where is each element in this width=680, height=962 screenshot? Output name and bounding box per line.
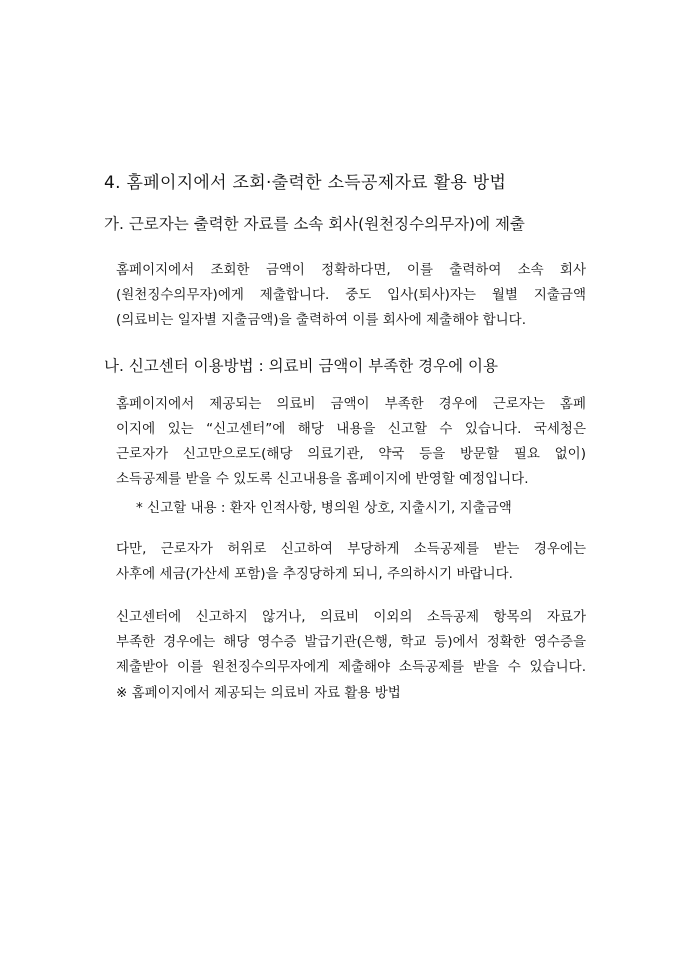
report-items-note: * 신고할 내용 : 환자 인적사항, 병의원 상호, 지출시기, 지출금액	[136, 500, 512, 516]
paragraph-line: 홈페이지에서 조회한 금액이 정확하다면, 이를 출력하여 소속 회사	[116, 262, 586, 278]
paragraph-line: 소득공제를 받을 수 있도록 신고내용을 홈페이지에 반영할 예정입니다.	[116, 471, 529, 487]
paragraph-line: 다만, 근로자가 허위로 신고하여 부당하게 소득공제를 받는 경우에는	[116, 541, 586, 557]
paragraph-line: 이지에 있는 “신고센터”에 해당 내용을 신고할 수 있습니다. 국세청은	[116, 421, 586, 437]
reference-note: ※ 홈페이지에서 제공되는 의료비 자료 활용 방법	[116, 685, 401, 701]
subsection-b-paragraph-2	[116, 537, 586, 587]
subsection-b-paragraph-1	[116, 392, 586, 492]
subsection-b-heading: 나. 신고센터 이용방법 : 의료비 금액이 부족한 경우에 이용	[104, 357, 498, 375]
subsection-b-paragraph-3	[116, 605, 586, 680]
paragraph-line: (원천징수의무자)에게 제출합니다. 중도 입사(퇴사)자는 월별 지출금액	[116, 287, 586, 303]
paragraph-line: 사후에 세금(가산세 포함)을 추징당하게 되니, 주의하시기 바랍니다.	[116, 566, 513, 582]
section-title: 4. 홈페이지에서 조회·출력한 소득공제자료 활용 방법	[104, 173, 507, 193]
paragraph-line: 부족한 경우에는 해당 영수증 발급기관(은행, 학교 등)에서 정확한 영수증을	[116, 634, 586, 650]
paragraph-line: 근로자가 신고만으로도(해당 의료기관, 약국 등을 방문할 필요 없이)	[116, 446, 586, 462]
subsection-a-heading: 가. 근로자는 출력한 자료를 소속 회사(원천징수의무자)에 제출	[104, 215, 525, 233]
paragraph-line: 제출받아 이를 원천징수의무자에게 제출해야 소득공제를 받을 수 있습니다.	[116, 659, 586, 675]
paragraph-line: 홈페이지에서 제공되는 의료비 금액이 부족한 경우에 근로자는 홈페	[116, 396, 586, 412]
paragraph-line: (의료비는 일자별 지출금액)을 출력하여 이를 회사에 제출해야 합니다.	[116, 312, 527, 328]
paragraph-line: 신고센터에 신고하지 않거나, 의료비 이외의 소득공제 항목의 자료가	[116, 609, 586, 625]
subsection-a-paragraph	[116, 258, 586, 333]
